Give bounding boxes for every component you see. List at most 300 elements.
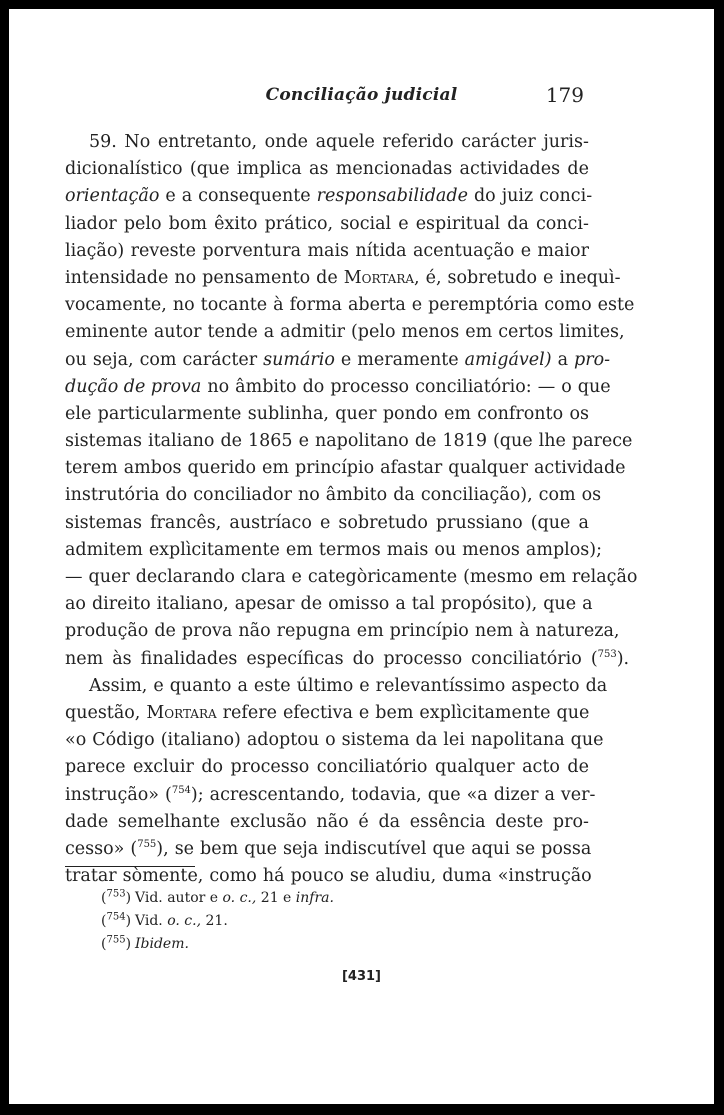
word: nítida bbox=[355, 240, 407, 261]
word: repugna bbox=[276, 621, 351, 642]
word: Mortara, bbox=[343, 267, 420, 288]
footnotes bbox=[101, 887, 334, 956]
word: dução de prova bbox=[65, 376, 202, 397]
word: a bbox=[263, 322, 275, 343]
word: (que bbox=[189, 159, 230, 180]
word: efectiva bbox=[282, 702, 353, 723]
word: intensidade bbox=[65, 267, 169, 288]
word: este bbox=[253, 675, 291, 696]
text-line bbox=[65, 564, 638, 591]
word: instrutória bbox=[65, 485, 160, 506]
word: quer bbox=[88, 567, 130, 587]
word: e bbox=[411, 295, 423, 316]
word: tratar bbox=[65, 866, 117, 887]
word: essência bbox=[409, 811, 486, 832]
word: tende bbox=[207, 322, 258, 343]
word: de bbox=[300, 594, 323, 615]
main-text bbox=[65, 129, 638, 890]
word: é, bbox=[425, 267, 442, 288]
word: aspecto bbox=[511, 675, 580, 696]
word: como bbox=[544, 295, 592, 316]
word: não bbox=[238, 621, 271, 642]
word: juris- bbox=[543, 132, 589, 152]
text-line bbox=[65, 129, 589, 156]
text-line bbox=[65, 618, 620, 645]
word: a bbox=[582, 594, 593, 615]
word: pensamento bbox=[202, 267, 311, 288]
word: as bbox=[309, 159, 329, 180]
word: italiano, bbox=[156, 594, 229, 615]
footnote-text: o. c., bbox=[222, 890, 261, 906]
footnote bbox=[101, 933, 334, 956]
word: âmbito bbox=[235, 376, 297, 397]
word: particularmente bbox=[97, 403, 242, 424]
word: produção bbox=[65, 621, 149, 642]
text-line bbox=[65, 673, 608, 700]
word: quanto bbox=[169, 675, 232, 696]
word: pouco bbox=[290, 866, 344, 887]
word: prussiano bbox=[435, 512, 523, 533]
footnote-text: Vid. bbox=[135, 913, 168, 929]
text-line bbox=[65, 183, 593, 210]
word: do bbox=[302, 376, 325, 397]
word: de bbox=[414, 431, 437, 452]
word: cesso» bbox=[65, 838, 125, 859]
word: espiritual bbox=[415, 213, 501, 234]
word: relação bbox=[571, 567, 638, 587]
book-page bbox=[9, 9, 714, 1104]
word: actividades bbox=[459, 159, 561, 180]
word: francês, bbox=[150, 512, 222, 533]
word: e bbox=[165, 186, 176, 207]
word: admitir bbox=[280, 322, 345, 343]
word: questão, bbox=[65, 702, 141, 723]
word: acentuação bbox=[412, 240, 515, 261]
word: consequente bbox=[198, 186, 311, 207]
word: último bbox=[296, 675, 354, 696]
word: em bbox=[285, 539, 313, 560]
word: em bbox=[443, 403, 471, 424]
page-number: 179 bbox=[545, 83, 584, 107]
word: italiano bbox=[147, 431, 215, 452]
word: Mortara bbox=[146, 702, 217, 723]
text-line bbox=[65, 292, 635, 319]
word: implica bbox=[236, 159, 302, 180]
footnote-mark: ($^{755}$) bbox=[101, 934, 132, 952]
word: que bbox=[244, 838, 278, 859]
word: da bbox=[415, 730, 438, 751]
word: e bbox=[319, 512, 331, 533]
word: e bbox=[359, 675, 370, 696]
footnote-divider bbox=[65, 866, 195, 867]
word: a bbox=[237, 675, 248, 696]
word: no bbox=[174, 267, 197, 288]
word: reveste bbox=[130, 240, 196, 261]
word: adoptou bbox=[246, 730, 320, 751]
word: que bbox=[577, 376, 611, 397]
word: que bbox=[543, 594, 577, 615]
text-line bbox=[65, 727, 604, 754]
word: 1865 bbox=[248, 431, 293, 452]
word: explìcitamente bbox=[148, 539, 280, 560]
word: actividade bbox=[533, 458, 626, 479]
text-line bbox=[65, 754, 589, 781]
text-line bbox=[65, 428, 633, 455]
word: categòricamente bbox=[307, 567, 458, 587]
footnote-text: infra. bbox=[295, 890, 334, 906]
word: de bbox=[154, 621, 176, 642]
word: semelhante bbox=[117, 811, 221, 832]
word: do bbox=[473, 186, 496, 207]
word: explìcitamente bbox=[419, 702, 551, 723]
word: responsabilidade bbox=[316, 186, 468, 207]
footnote bbox=[101, 910, 334, 933]
word: propósito), bbox=[440, 594, 538, 615]
word: princípio bbox=[294, 458, 375, 479]
word: e bbox=[291, 567, 302, 587]
word: da bbox=[507, 213, 529, 234]
word: há bbox=[262, 866, 285, 887]
word: tocante bbox=[200, 295, 268, 316]
word: conciliação), bbox=[420, 485, 533, 506]
word: termos bbox=[318, 539, 381, 560]
text-line bbox=[65, 319, 625, 346]
word: no bbox=[297, 485, 320, 506]
word: e bbox=[340, 349, 352, 370]
word: 1819 bbox=[442, 431, 487, 452]
word: processo bbox=[330, 376, 410, 397]
word: menos bbox=[401, 322, 460, 343]
word: mais bbox=[307, 240, 350, 261]
word: seja bbox=[283, 838, 319, 859]
word: ao bbox=[65, 594, 86, 615]
footnote-text: Vid. autor e bbox=[135, 890, 223, 906]
text-line bbox=[65, 265, 621, 292]
word: menos bbox=[462, 539, 520, 560]
word: à bbox=[273, 295, 284, 316]
word: os bbox=[569, 403, 589, 424]
word: no bbox=[172, 295, 195, 316]
word: certos bbox=[498, 322, 554, 343]
text-line bbox=[65, 238, 589, 265]
word: omisso bbox=[328, 594, 390, 615]
word: quer bbox=[335, 403, 377, 424]
word: natureza, bbox=[535, 621, 620, 642]
word: e bbox=[153, 675, 164, 696]
word: «instrução bbox=[497, 866, 592, 887]
word: conci- bbox=[535, 213, 589, 234]
word: finalidades bbox=[140, 648, 238, 669]
word: conciliatório bbox=[471, 648, 582, 669]
word: indiscutível bbox=[324, 838, 427, 859]
word: No bbox=[124, 132, 151, 152]
word: conciliador bbox=[193, 485, 292, 506]
word: todavia, bbox=[351, 784, 422, 805]
word: ($^{753}$). bbox=[590, 648, 630, 669]
footnote-text: o. c., bbox=[167, 913, 206, 929]
word: específicas bbox=[246, 648, 344, 669]
word: liação) bbox=[65, 240, 125, 261]
word: Código bbox=[92, 730, 155, 751]
word: e bbox=[298, 431, 309, 452]
word: eminente bbox=[65, 322, 148, 343]
word: limites, bbox=[559, 322, 625, 343]
word: pro- bbox=[552, 811, 589, 832]
word: a bbox=[395, 594, 406, 615]
text-line bbox=[65, 537, 602, 564]
word: direito bbox=[91, 594, 151, 615]
word: acrescentando, bbox=[209, 784, 346, 805]
word: referido bbox=[382, 132, 454, 152]
word: declarando bbox=[135, 567, 235, 587]
text-line bbox=[65, 836, 592, 863]
footnote-text: 21. bbox=[205, 913, 228, 929]
word: bem bbox=[200, 838, 239, 859]
word: duma bbox=[442, 866, 492, 887]
word: princípio bbox=[389, 621, 469, 642]
word: ele bbox=[65, 403, 92, 424]
word: admitem bbox=[65, 539, 143, 560]
word: que bbox=[427, 784, 461, 805]
word: (pelo bbox=[350, 322, 396, 343]
word: — bbox=[537, 376, 556, 397]
word: da bbox=[585, 675, 608, 696]
word: e bbox=[543, 267, 554, 288]
text-line bbox=[65, 782, 596, 809]
text-line bbox=[65, 646, 630, 673]
text-line bbox=[65, 591, 593, 618]
word: os bbox=[581, 485, 602, 506]
word: aquele bbox=[315, 132, 375, 152]
word: ou bbox=[434, 539, 457, 560]
word: forma bbox=[289, 295, 342, 316]
word: de bbox=[220, 431, 243, 452]
word: relevantíssimo bbox=[375, 675, 506, 696]
word: não bbox=[316, 811, 349, 832]
word: sistema bbox=[341, 730, 410, 751]
word: exclusão bbox=[229, 811, 307, 832]
word: 59. bbox=[89, 132, 117, 152]
text-line bbox=[65, 809, 589, 836]
word: em bbox=[538, 567, 566, 587]
word: orientação bbox=[65, 186, 160, 207]
word: se bbox=[349, 866, 370, 887]
word: possa bbox=[541, 838, 592, 859]
word: sistemas bbox=[65, 512, 142, 533]
word: dade bbox=[65, 811, 109, 832]
word: ($^{754}$); bbox=[165, 784, 204, 805]
footnote-text: 21 e bbox=[260, 890, 296, 906]
word: de bbox=[567, 159, 589, 180]
word: conciliatório: bbox=[415, 376, 532, 397]
word: austríaco bbox=[229, 512, 312, 533]
word: nem bbox=[65, 648, 104, 669]
word: ver- bbox=[560, 784, 596, 805]
word: ambos bbox=[123, 458, 182, 479]
word: e bbox=[358, 702, 370, 723]
folio-number: [431] bbox=[341, 969, 382, 984]
word: excluir bbox=[132, 757, 194, 778]
word: carácter bbox=[461, 132, 536, 152]
word: bom bbox=[168, 213, 207, 234]
word: sublinha, bbox=[247, 403, 329, 424]
word: processo bbox=[383, 648, 463, 669]
text-line bbox=[65, 700, 589, 727]
word: do bbox=[165, 485, 188, 506]
word: meramente bbox=[357, 349, 459, 370]
word: ou bbox=[65, 349, 87, 370]
word: social bbox=[340, 213, 392, 234]
word: (que bbox=[492, 431, 533, 452]
word: (mesmo bbox=[463, 567, 533, 587]
word: afastar bbox=[380, 458, 443, 479]
word: liador bbox=[65, 213, 117, 234]
word: onde bbox=[264, 132, 309, 152]
word: que bbox=[556, 702, 590, 723]
word: pelo bbox=[123, 213, 162, 234]
word: este bbox=[597, 295, 635, 316]
word: peremptória bbox=[428, 295, 539, 316]
word: se bbox=[174, 838, 195, 859]
word: juiz bbox=[501, 186, 534, 207]
word: parece bbox=[65, 757, 126, 778]
word: tal bbox=[411, 594, 435, 615]
word: a bbox=[544, 784, 555, 805]
word: maior bbox=[537, 240, 589, 261]
word: acto bbox=[522, 757, 560, 778]
text-line bbox=[65, 374, 611, 401]
word: «o bbox=[65, 730, 87, 751]
word: o bbox=[325, 730, 336, 751]
word: parece bbox=[571, 431, 633, 452]
word: ($^{755}$), bbox=[130, 838, 169, 859]
word: Assim, bbox=[89, 675, 148, 696]
word: amplos); bbox=[525, 539, 602, 560]
word: conciliatório bbox=[316, 757, 428, 778]
running-header-title: Conciliação judicial bbox=[265, 85, 458, 105]
text-line bbox=[65, 482, 602, 509]
word: sumário bbox=[263, 349, 335, 370]
word: qualquer bbox=[434, 757, 515, 778]
word: dizer bbox=[493, 784, 539, 805]
word: amigável) bbox=[464, 349, 552, 370]
word: qualquer bbox=[448, 458, 528, 479]
word: querido bbox=[187, 458, 256, 479]
word: âmbito bbox=[325, 485, 388, 506]
word: prova bbox=[181, 621, 233, 642]
word: em bbox=[465, 322, 493, 343]
word: a bbox=[557, 349, 568, 370]
text-line bbox=[65, 510, 589, 537]
word: (que bbox=[530, 512, 571, 533]
word: com bbox=[139, 349, 177, 370]
word: e bbox=[520, 240, 532, 261]
word: é bbox=[358, 811, 369, 832]
word: (italiano) bbox=[160, 730, 241, 751]
word: como bbox=[209, 866, 257, 887]
word: do bbox=[352, 648, 375, 669]
word: que bbox=[570, 730, 604, 751]
word: mencionadas bbox=[335, 159, 453, 180]
word: sobretudo bbox=[447, 267, 537, 288]
word: sobretudo bbox=[338, 512, 428, 533]
word: apesar bbox=[234, 594, 295, 615]
footnote-mark: ($^{753}$) bbox=[101, 888, 132, 906]
word: terem bbox=[65, 458, 118, 479]
word: em bbox=[262, 458, 289, 479]
word: nem bbox=[474, 621, 514, 642]
word: do bbox=[201, 757, 224, 778]
word: às bbox=[112, 648, 132, 669]
word: aberta bbox=[347, 295, 406, 316]
word: lhe bbox=[538, 431, 566, 452]
word: e bbox=[398, 213, 409, 234]
word: inequì- bbox=[559, 267, 621, 288]
word: vocamente, bbox=[65, 295, 167, 316]
word: a bbox=[578, 512, 589, 533]
word: com bbox=[538, 485, 576, 506]
word: — bbox=[65, 567, 83, 587]
word: clara bbox=[240, 567, 286, 587]
text-line bbox=[65, 156, 589, 183]
text-line bbox=[65, 347, 611, 374]
word: deste bbox=[495, 811, 544, 832]
word: carácter bbox=[182, 349, 258, 370]
word: de bbox=[316, 267, 338, 288]
word: êxito bbox=[214, 213, 258, 234]
footnote bbox=[101, 887, 334, 910]
text-line bbox=[65, 455, 626, 482]
word: seja, bbox=[92, 349, 134, 370]
word: prático, bbox=[264, 213, 334, 234]
word: refere bbox=[222, 702, 277, 723]
word: pondo bbox=[382, 403, 438, 424]
footnote-mark: ($^{754}$) bbox=[101, 911, 132, 929]
word: autor bbox=[153, 322, 202, 343]
word: aludiu, bbox=[375, 866, 437, 887]
word: mais bbox=[386, 539, 429, 560]
word: confronto bbox=[477, 403, 564, 424]
word: em bbox=[356, 621, 384, 642]
word: processo bbox=[230, 757, 310, 778]
word: o bbox=[561, 376, 572, 397]
word: à bbox=[519, 621, 530, 642]
word: lei bbox=[443, 730, 465, 751]
word: se bbox=[515, 838, 536, 859]
word: no bbox=[207, 376, 230, 397]
word: pro- bbox=[574, 349, 611, 370]
text-line bbox=[65, 211, 589, 238]
word: de bbox=[567, 757, 589, 778]
word: sòmente, bbox=[122, 866, 204, 887]
word: que bbox=[432, 838, 466, 859]
word: aqui bbox=[471, 838, 510, 859]
word: instrução» bbox=[65, 784, 159, 805]
word: sistemas bbox=[65, 431, 142, 452]
word: napolitana bbox=[470, 730, 565, 751]
word: da bbox=[393, 485, 415, 506]
word: bem bbox=[375, 702, 414, 723]
word: da bbox=[378, 811, 401, 832]
word: porventura bbox=[202, 240, 302, 261]
footnote-text: Ibidem. bbox=[135, 936, 189, 952]
word: conci- bbox=[539, 186, 593, 207]
word: entretanto, bbox=[157, 132, 258, 152]
word: dicionalístico bbox=[65, 159, 183, 180]
word: napolitano bbox=[314, 431, 409, 452]
text-line bbox=[65, 401, 589, 428]
word: a bbox=[181, 186, 193, 207]
